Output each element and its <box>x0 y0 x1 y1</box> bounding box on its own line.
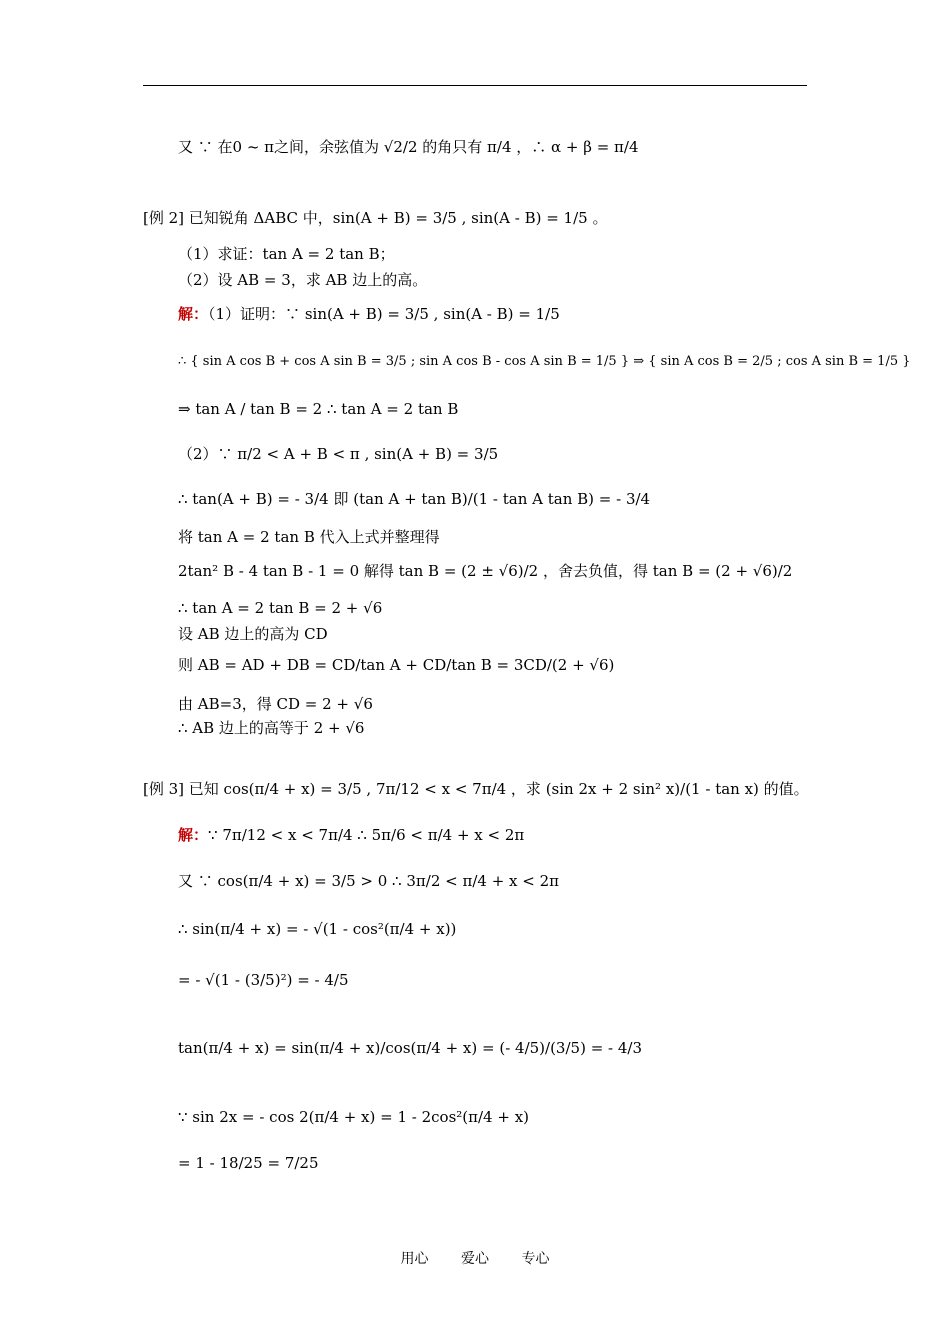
math-line: （2）∵ π/2 < A + B < π , sin(A + B) = 3/5 <box>178 445 499 463</box>
math-line: ∴ tan(A + B) = - 3/4 即 (tan A + tan B)/(1 - tan A tan B) = - 3/4 <box>178 490 651 508</box>
math-line: ⇒ tan A / tan B = 2 ∴ tan A = 2 tan B <box>178 400 459 418</box>
math-line: 将 tan A = 2 tan B 代入上式并整理得 <box>178 528 440 546</box>
header-rule <box>143 85 807 86</box>
math-line: ∴ tan A = 2 tan B = 2 + √6 <box>178 599 383 617</box>
solution-text: （1）证明：∵ sin(A + B) = 3/5 , sin(A - B) = 1/5 <box>208 305 560 323</box>
math-line: = 1 - 18/25 = 7/25 <box>178 1154 319 1172</box>
math-line: 设 AB 边上的高为 CD <box>178 625 328 643</box>
example-2-title: [例 2] 已知锐角 ΔABC 中，sin(A + B) = 3/5 , sin(A - B) = 1/5 。 <box>143 209 608 227</box>
math-line: 由 AB=3，得 CD = 2 + √6 <box>178 695 373 713</box>
page-footer <box>0 1248 950 1268</box>
solution-text: ∵ 7π/12 < x < 7π/4 ∴ 5π/6 < π/4 + x < 2π <box>208 826 525 844</box>
footer-text-2: 爱心 <box>461 1251 489 1267</box>
solution-line-3 <box>178 825 524 845</box>
example-3-title: [例 3] 已知 cos(π/4 + x) = 3/5 , 7π/12 < x < 7π/4 ，求 (sin 2x + 2 sin² x)/(1 - tan x) 的值。 <box>143 780 809 798</box>
math-line: tan(π/4 + x) = sin(π/4 + x)/cos(π/4 + x) = (- 4/5)/(3/5) = - 4/3 <box>178 1039 643 1057</box>
math-line: 2tan² B - 4 tan B - 1 = 0 解得 tan B = (2 ± √6)/2 ，舍去负值，得 tan B = (2 + √6)/2 <box>178 562 793 580</box>
text-line-1: 又 ∵ 在0 ~ π之间，余弦值为 √2/2 的角只有 π/4 ，∴ α + β = π/4 <box>178 138 639 156</box>
example-2-part-1: （1）求证：tan A = 2 tan B； <box>178 245 395 263</box>
example-2-part-2: （2）设 AB = 3，求 AB 边上的高。 <box>178 271 428 289</box>
math-line: 又 ∵ cos(π/4 + x) = 3/5 > 0 ∴ 3π/2 < π/4 + x < 2π <box>178 872 559 890</box>
system-of-equations: ∴ { sin A cos B + cos A sin B = 3/5 ; sin A cos B - cos A sin B = 1/5 } ⇒ { sin A cos B = 2/5 ; cos A sin B = 1/5 } <box>178 354 911 369</box>
math-line: 则 AB = AD + DB = CD/tan A + CD/tan B = 3CD/(2 + √6) <box>178 656 615 674</box>
math-line: = - √(1 - (3/5)²) = - 4/5 <box>178 971 349 989</box>
footer-text-1: 用心 <box>400 1251 429 1267</box>
footer-text-3: 专心 <box>521 1251 550 1267</box>
math-line: ∵ sin 2x = - cos 2(π/4 + x) = 1 - 2cos²(π/4 + x) <box>178 1108 530 1126</box>
solution-line-1 <box>178 304 560 324</box>
math-line: ∴ sin(π/4 + x) = - √(1 - cos²(π/4 + x)) <box>178 920 457 938</box>
solution-label: 解： <box>178 826 209 844</box>
math-line: ∴ AB 边上的高等于 2 + √6 <box>178 719 365 737</box>
solution-label: 解： <box>178 305 209 323</box>
